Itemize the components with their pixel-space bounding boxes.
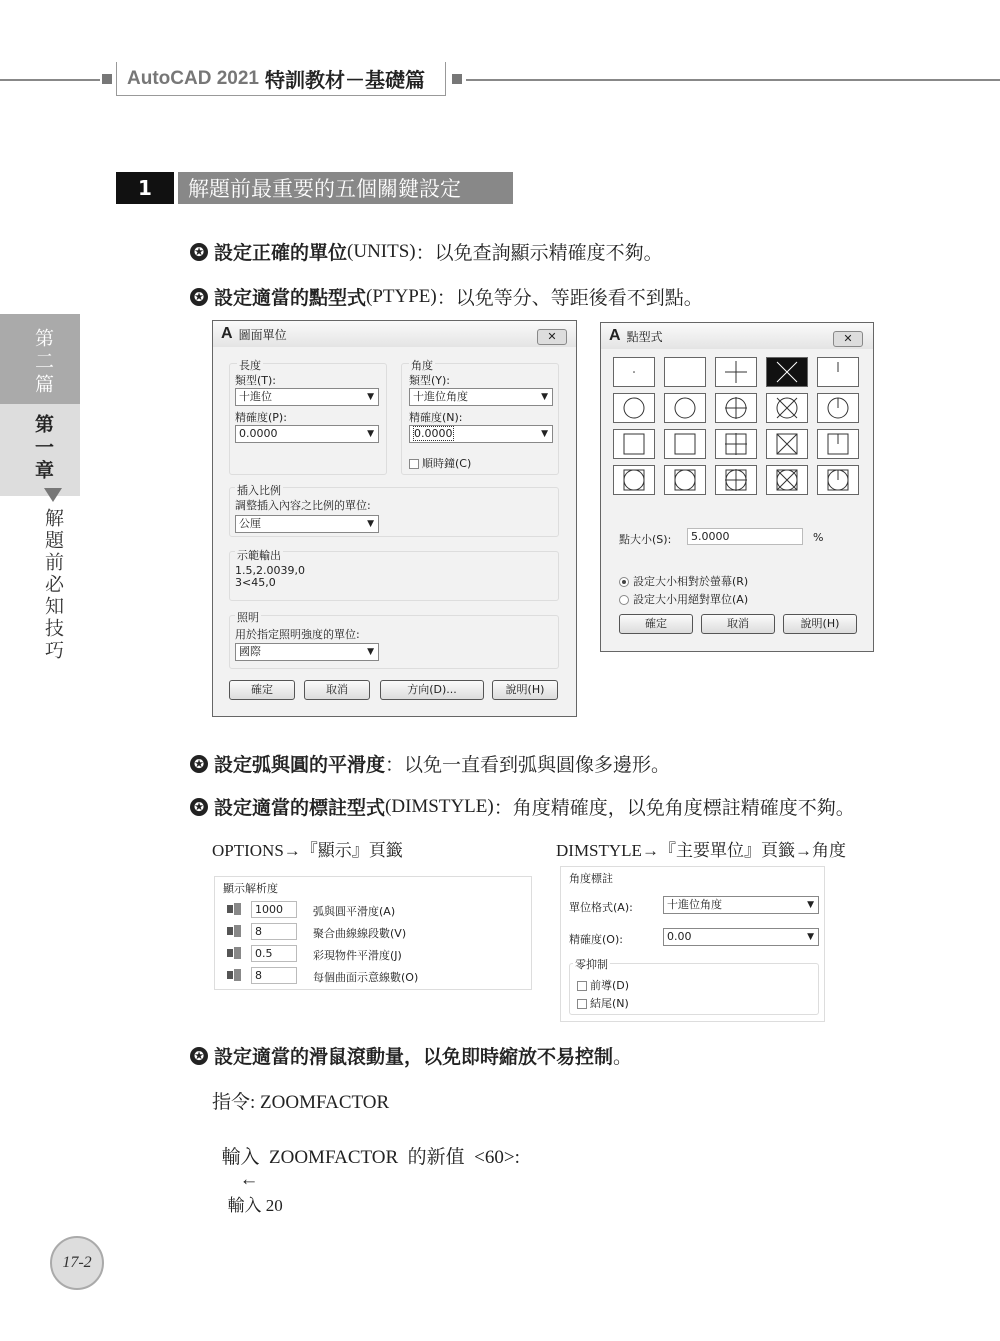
- point-style-cell[interactable]: [715, 465, 757, 495]
- bullet-rest: 。: [613, 1046, 633, 1068]
- dimstyle-caption: DIMSTYLE→『主要單位』頁籤→角度: [556, 841, 846, 860]
- direction-button[interactable]: 方向(D)...: [380, 680, 484, 700]
- point-style-cell[interactable]: [817, 429, 859, 459]
- point-style-cell[interactable]: [613, 465, 655, 495]
- point-style-cell[interactable]: [715, 393, 757, 423]
- star-bullet-icon: ✪: [190, 798, 208, 816]
- resolution-value-input[interactable]: 0.5: [251, 945, 297, 962]
- point-style-cell[interactable]: [766, 429, 808, 459]
- section-number: 1: [116, 172, 174, 204]
- lighting-label: 用於指定照明強度的單位:: [235, 628, 360, 641]
- leading-checkbox[interactable]: 前導(D): [577, 977, 629, 993]
- bullet-bold: 設定適當的滑鼠滾動量，以免即時縮放不易控制: [214, 1046, 614, 1068]
- command-prompt: 輸入 ZOOMFACTOR 的新值 <60>:: [221, 1147, 520, 1168]
- length-precision-label: 精確度(P):: [235, 411, 287, 424]
- bullet-dimstyle: [190, 793, 855, 820]
- point-style-dialog: [600, 322, 874, 652]
- point-style-cell[interactable]: [613, 429, 655, 459]
- star-bullet-icon: ✪: [190, 1047, 208, 1065]
- point-style-cell[interactable]: [817, 393, 859, 423]
- resolution-value-input[interactable]: 8: [251, 967, 297, 984]
- header-square-right: [452, 74, 462, 84]
- point-style-cell[interactable]: [664, 357, 706, 387]
- radio-on-icon: [619, 577, 629, 587]
- units-dialog-title: 圖面單位: [238, 327, 287, 342]
- resolution-label: 弧與圓平滑度(A): [313, 905, 396, 918]
- point-style-cell[interactable]: [715, 357, 757, 387]
- unit-format-label: 單位格式(A):: [569, 901, 633, 914]
- sample-line-1: 1.5,2.0039,0: [235, 564, 305, 577]
- resolution-label: 彩現物件平滑度(J): [313, 949, 402, 962]
- cancel-button[interactable]: 取消: [304, 680, 370, 700]
- units-dialog: [212, 320, 577, 717]
- side-part-label: 第二篇: [32, 328, 54, 397]
- drawing-icon: [227, 969, 241, 981]
- checkbox-icon: [409, 459, 419, 469]
- resolution-label: 聚合曲線線段數(V): [313, 927, 407, 940]
- relative-size-radio[interactable]: 設定大小相對於螢幕(R): [619, 573, 748, 589]
- point-style-cell[interactable]: [766, 393, 808, 423]
- bullet-bold: 設定適當的點型式: [214, 287, 367, 309]
- point-size-input[interactable]: 5.0000: [687, 528, 803, 545]
- length-precision-select[interactable]: 0.0000 ▼: [235, 425, 379, 443]
- resolution-value-input[interactable]: 1000: [251, 901, 297, 918]
- command-line-2: [212, 1120, 520, 1217]
- side-topic-label: 解題前必知技巧: [42, 508, 64, 662]
- options-caption: OPTIONS→『顯示』頁籤: [212, 841, 403, 860]
- point-style-cell[interactable]: [613, 393, 655, 423]
- units-dialog-titlebar: [213, 321, 576, 347]
- checkbox-icon: [577, 999, 587, 1009]
- header-box: [116, 62, 446, 96]
- display-resolution-panel: [214, 876, 532, 990]
- star-bullet-icon: ✪: [190, 243, 208, 261]
- bullet-ptype: [190, 283, 703, 310]
- point-style-cell[interactable]: [613, 357, 655, 387]
- angle-precision-label: 精確度(O):: [569, 933, 623, 946]
- radio-off-icon: [619, 595, 629, 605]
- bullet-rest: ：角度精確度，以免角度標註精確度不夠。: [493, 797, 855, 819]
- close-button[interactable]: ✕: [833, 331, 863, 347]
- bullet-cmd: (PTYPE): [366, 285, 437, 307]
- angle-precision-select[interactable]: 0.00 ▼: [663, 928, 819, 946]
- bullet-units: [190, 238, 663, 265]
- angle-precision-select[interactable]: 0.0000 ▼: [409, 425, 553, 443]
- point-style-cell[interactable]: [715, 429, 757, 459]
- angle-group-label: 角度: [411, 359, 433, 372]
- length-type-label: 類型(T):: [235, 374, 277, 387]
- command-hint: 輸入 20: [227, 1196, 283, 1215]
- bullet-bold: 設定正確的單位: [214, 242, 348, 264]
- section-title: 解題前最重要的五個關鍵設定: [178, 172, 513, 204]
- bullet-bold: 設定適當的標註型式: [214, 797, 386, 819]
- autocad-logo-icon: A: [609, 327, 621, 344]
- bullet-cmd: (UNITS): [347, 240, 416, 262]
- absolute-size-radio[interactable]: 設定大小用絕對單位(A): [619, 591, 748, 607]
- insert-group-label: 插入比例: [237, 484, 281, 497]
- page-number: 17-2: [50, 1236, 104, 1290]
- trailing-checkbox[interactable]: 結尾(N): [577, 995, 629, 1011]
- length-group-label: 長度: [239, 359, 261, 372]
- bullet-rest: ：以免一直看到弧與圓像多邊形。: [385, 754, 671, 776]
- help-button[interactable]: 說明(H): [492, 680, 558, 700]
- angle-dimension-panel: [560, 866, 825, 1022]
- star-bullet-icon: ✪: [190, 755, 208, 773]
- angle-type-label: 類型(Y):: [409, 374, 451, 387]
- left-arrow-icon: ←: [239, 1169, 259, 1190]
- point-style-cell[interactable]: [664, 465, 706, 495]
- drawing-icon: [227, 947, 241, 959]
- sample-line-2: 3<45,0: [235, 576, 276, 589]
- point-style-cell[interactable]: [766, 357, 808, 387]
- checkbox-icon: [577, 981, 587, 991]
- help-button[interactable]: 說明(H): [783, 614, 857, 634]
- drawing-icon: [227, 925, 241, 937]
- point-style-cell[interactable]: [817, 465, 859, 495]
- close-button[interactable]: ✕: [537, 329, 567, 345]
- point-style-cell[interactable]: [766, 465, 808, 495]
- side-tab-chapter: [0, 404, 80, 496]
- display-panel-title: 顯示解析度: [223, 882, 278, 895]
- zero-suppression-label: 零抑制: [575, 958, 608, 971]
- unit-format-select[interactable]: 十進位角度 ▼: [663, 896, 819, 914]
- header-square-left: [102, 74, 112, 84]
- command-line-1: 指令: ZOOMFACTOR: [212, 1092, 390, 1113]
- bullet-rest: ：以免等分、等距後看不到點。: [436, 287, 703, 309]
- header-rule-right: [466, 79, 1000, 81]
- bullet-rest: ：以免查詢顯示精確度不夠。: [415, 242, 663, 264]
- resolution-label: 每個曲面示意線數(O): [313, 971, 419, 984]
- star-bullet-icon: ✪: [190, 288, 208, 306]
- insert-units-select[interactable]: 公厘 ▼: [235, 515, 379, 533]
- bullet-cmd: (DIMSTYLE): [385, 795, 494, 817]
- side-chapter-label: 第一章: [32, 414, 54, 483]
- sample-group-label: 示範輸出: [237, 549, 281, 562]
- angle-panel-title: 角度標註: [569, 872, 613, 885]
- header-rule-left: [0, 79, 100, 81]
- cancel-button[interactable]: 取消: [701, 614, 775, 634]
- ok-button[interactable]: 確定: [619, 614, 693, 634]
- length-type-select[interactable]: 十進位 ▼: [235, 388, 379, 406]
- point-style-cell[interactable]: [664, 393, 706, 423]
- resolution-value-input[interactable]: 8: [251, 923, 297, 940]
- autocad-logo-icon: A: [221, 325, 233, 342]
- point-size-label: 點大小(S):: [619, 533, 672, 546]
- clockwise-checkbox[interactable]: 順時鐘(C): [409, 455, 471, 471]
- side-triangle-icon: [44, 488, 62, 502]
- angle-precision-label: 精確度(N):: [409, 411, 463, 424]
- angle-type-select[interactable]: 十進位角度 ▼: [409, 388, 553, 406]
- insert-label: 調整插入內容之比例的單位:: [235, 499, 371, 512]
- lighting-group-label: 照明: [237, 611, 259, 624]
- point-dialog-title: 點型式: [626, 329, 663, 344]
- bullet-smoothness: [190, 750, 670, 777]
- bullet-bold: 設定弧與圓的平滑度: [214, 754, 386, 776]
- percent-label: %: [813, 531, 824, 544]
- drawing-icon: [227, 903, 241, 915]
- point-style-cell[interactable]: [664, 429, 706, 459]
- bullet-zoomfactor: [190, 1042, 632, 1069]
- ok-button[interactable]: 確定: [229, 680, 295, 700]
- side-tab-part: [0, 314, 80, 404]
- point-style-cell[interactable]: [817, 357, 859, 387]
- lighting-units-select[interactable]: 國際 ▼: [235, 643, 379, 661]
- book-title-zh: 特訓教材－基礎篇: [264, 68, 425, 92]
- book-title-en: AutoCAD 2021: [127, 67, 259, 89]
